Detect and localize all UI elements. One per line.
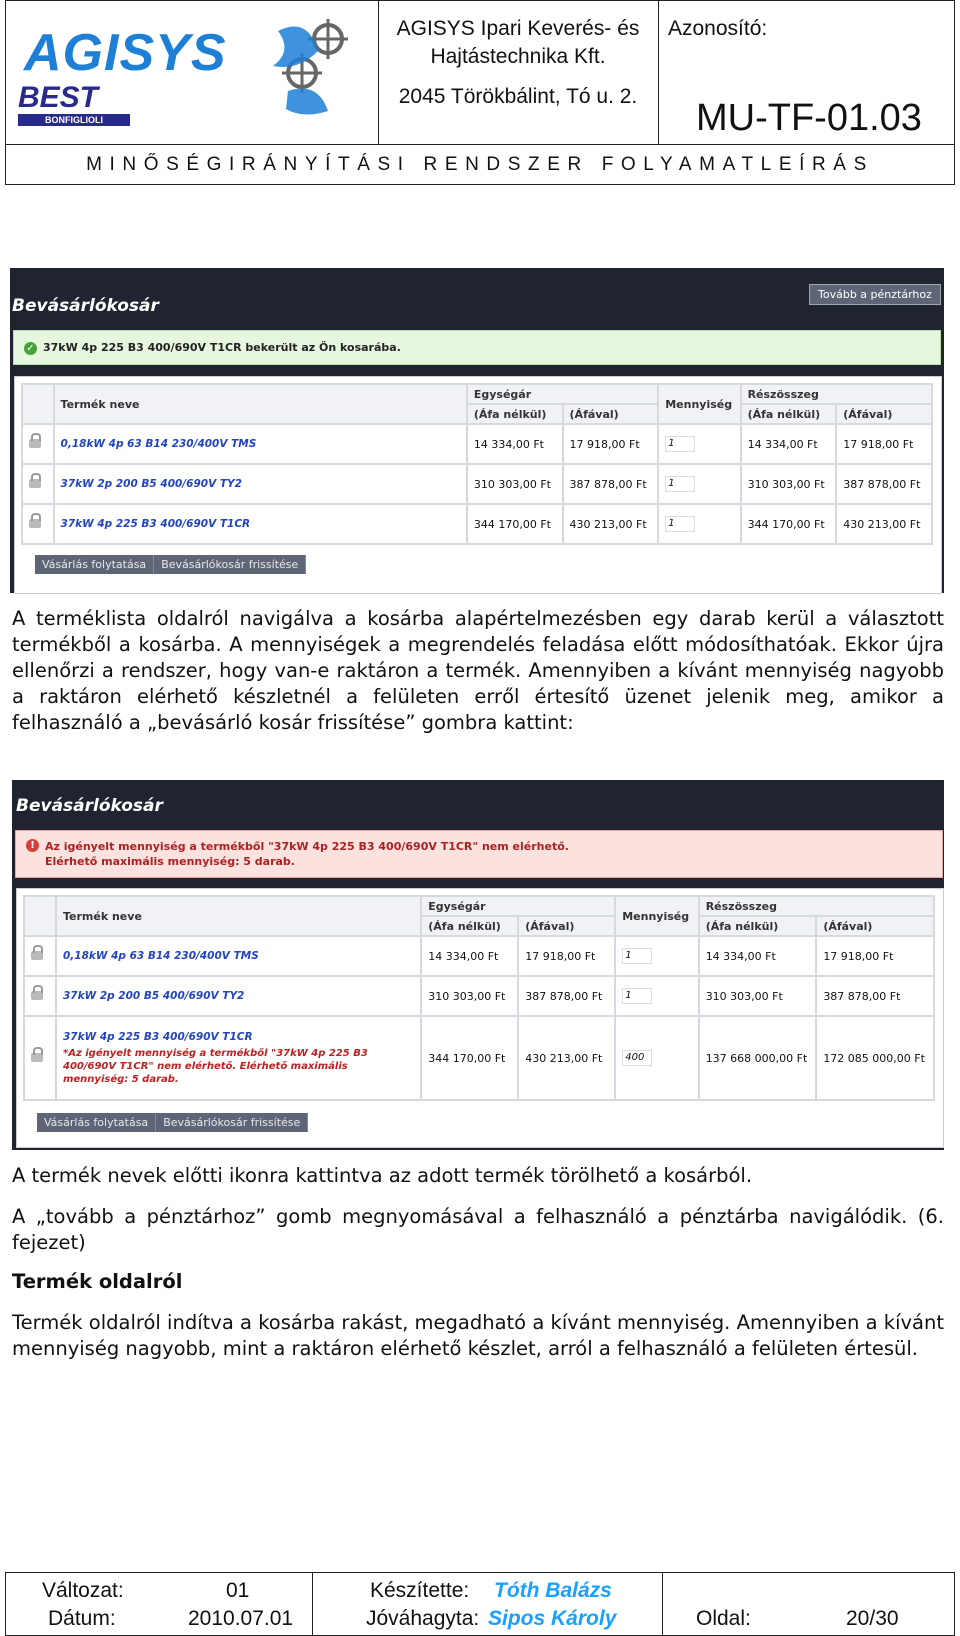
document-footer [5, 1572, 955, 1636]
unit-net-price: 344 170,00 Ft [467, 504, 563, 544]
company-name-1: AGISYS Ipari Keverés- és [396, 17, 640, 40]
paragraph-default-quantity: A terméklista oldalról navigálva a kosárba alapértelmezésben egy darab kerül a választott termékből a kosárba. A mennyiségek a megrendelés feladása előtt módosíthatóak. Ekkor újra ellenőrzi a rendszer, hogy van-e raktáron a termék. Amennyiben a kívánt mennyiség nagyobb a raktáron elérhető készletnél a felületen erről értesítő üzenet jelenik meg, amikor a felhasználó a „bevásárló kosár frissítése” gombra kattint: [12, 607, 944, 734]
col-unit-net: (Áfa nélkül) [421, 916, 518, 936]
quantity-input[interactable]: 1 [622, 988, 652, 1004]
delete-item-button[interactable] [22, 464, 54, 504]
error-line-2: Elérhető maximális mennyiség: 5 darab. [45, 855, 295, 868]
approver-label: Jóváhagyta: [366, 1607, 480, 1630]
unit-net-price: 14 334,00 Ft [421, 936, 518, 976]
quantity-input[interactable]: 1 [622, 948, 652, 964]
col-unit-gross: (Áfával) [563, 404, 659, 424]
lock-icon [29, 479, 41, 488]
unit-gross-price: 387 878,00 Ft [563, 464, 659, 504]
delete-item-button[interactable] [22, 424, 54, 464]
check-icon: ✓ [24, 342, 37, 355]
delete-item-button[interactable] [24, 1016, 56, 1100]
author-value: Tóth Balázs [494, 1579, 612, 1602]
subtotal-net: 310 303,00 Ft [699, 976, 817, 1016]
delete-item-button[interactable] [22, 504, 54, 544]
identifier-cell [658, 1, 954, 144]
subtotal-net: 137 668 000,00 Ft [699, 1016, 817, 1100]
product-cell [56, 1016, 421, 1100]
col-sub-gross: (Áfával) [836, 404, 932, 424]
delete-item-button[interactable] [24, 976, 56, 1016]
lock-icon [31, 951, 43, 960]
col-quantity: Mennyiség [658, 384, 740, 424]
col-unit-net: (Áfa nélkül) [467, 404, 563, 424]
col-product-name: Termék neve [56, 896, 421, 936]
cart-actions [35, 553, 306, 574]
page-number: 20/30 [846, 1607, 899, 1630]
company-name-2: Hajtástechnika Kft. [430, 45, 606, 68]
cart-panel [14, 376, 942, 594]
date-label: Dátum: [48, 1607, 116, 1630]
unit-gross-price: 430 213,00 Ft [563, 504, 659, 544]
lock-icon [29, 439, 41, 448]
delete-item-button[interactable] [24, 936, 56, 976]
product-name-link[interactable]: 37kW 4p 225 B3 400/690V T1CR [62, 1030, 253, 1043]
best-logo: BEST [18, 81, 99, 114]
lock-icon [31, 1053, 43, 1062]
product-name-link[interactable]: 37kW 4p 225 B3 400/690V T1CR [54, 504, 467, 544]
cart-panel [16, 888, 944, 1148]
logo-area [6, 1, 379, 144]
gear-icon [268, 11, 368, 121]
unit-net-price: 14 334,00 Ft [467, 424, 563, 464]
identifier-label: Azonosító: [668, 17, 768, 40]
quantity-input[interactable]: 1 [665, 436, 695, 452]
unit-gross-price: 17 918,00 Ft [563, 424, 659, 464]
stock-warning: *Az igényelt mennyiség a termékből "37kW 4p 225 B3 400/690V T1CR" nem elérhető. Elérhető maximális mennyiség: 5 darab. [62, 1047, 368, 1085]
continue-shopping-button[interactable]: Vásárlás folytatása [37, 1113, 156, 1132]
agisys-logo: AGISYS [24, 24, 227, 82]
subtotal-net: 310 303,00 Ft [741, 464, 837, 504]
table-row [24, 976, 934, 1016]
subtotal-net: 14 334,00 Ft [699, 936, 817, 976]
cart-table [23, 895, 935, 1101]
unit-net-price: 344 170,00 Ft [421, 1016, 518, 1100]
col-subtotal: Részösszeg [699, 896, 934, 916]
subtotal-gross: 172 085 000,00 Ft [816, 1016, 934, 1100]
product-name-link[interactable]: 37kW 2p 200 B5 400/690V TY2 [56, 976, 421, 1016]
company-info [378, 1, 659, 144]
table-row [22, 464, 932, 504]
col-product-name: Termék neve [54, 384, 467, 424]
error-message [15, 830, 943, 878]
lock-icon [31, 991, 43, 1000]
col-sub-net: (Áfa nélkül) [741, 404, 837, 424]
quantity-input[interactable]: 400 [622, 1050, 652, 1066]
col-subtotal: Részösszeg [741, 384, 932, 404]
identifier-value: MU-TF-01.03 [696, 97, 922, 139]
version-label: Változat: [42, 1579, 124, 1602]
cart-title: Bevásárlókosár [16, 796, 163, 816]
subtotal-gross: 387 878,00 Ft [816, 976, 934, 1016]
unit-net-price: 310 303,00 Ft [467, 464, 563, 504]
subtotal-gross: 17 918,00 Ft [836, 424, 932, 464]
table-row [22, 424, 932, 464]
quantity-input[interactable]: 1 [665, 516, 695, 532]
success-message [13, 330, 941, 365]
unit-gross-price: 387 878,00 Ft [518, 976, 615, 1016]
paragraph-checkout: A „tovább a pénztárhoz” gomb megnyomásával a felhasználó a pénztárba navigálódik. (6. fejezet) [12, 1205, 944, 1254]
subtotal-gross: 387 878,00 Ft [836, 464, 932, 504]
cart-screenshot-1 [10, 268, 944, 593]
col-unit-gross: (Áfával) [518, 916, 615, 936]
refresh-cart-button[interactable]: Bevásárlókosár frissítése [154, 555, 306, 574]
col-sub-gross: (Áfával) [816, 916, 934, 936]
table-row [24, 936, 934, 976]
unit-gross-price: 430 213,00 Ft [518, 1016, 615, 1100]
section-heading: Termék oldalról [12, 1270, 183, 1293]
unit-net-price: 310 303,00 Ft [421, 976, 518, 1016]
document-header [5, 0, 955, 185]
success-text: 37kW 4p 225 B3 400/690V T1CR bekerült az Ön kosarába. [43, 341, 401, 354]
paragraph-product-page: Termék oldalról indítva a kosárba rakást, megadható a kívánt mennyiség. Amennyiben a kívánt mennyiség nagyobb, mint a raktáron elérhető készlet, arról a felhasználó a felületen értesül. [12, 1311, 944, 1360]
bonfiglioli-logo: BONFIGLIOLI [18, 114, 130, 126]
col-unit-price: Egységár [467, 384, 658, 404]
lock-icon [29, 519, 41, 528]
subtotal-net: 14 334,00 Ft [741, 424, 837, 464]
cart-title: Bevásárlókosár [12, 296, 159, 316]
col-unit-price: Egységár [421, 896, 615, 916]
paragraph-delete-item: A termék nevek előtti ikonra kattintva az adott termék törölhető a kosárból. [12, 1164, 753, 1187]
quantity-input[interactable]: 1 [665, 476, 695, 492]
table-row [24, 1016, 934, 1100]
subtotal-gross: 430 213,00 Ft [836, 504, 932, 544]
document-title: MINŐSÉGIRÁNYÍTÁSI RENDSZER FOLYAMATLEÍRÁS [6, 144, 954, 185]
product-name-link[interactable]: 0,18kW 4p 63 B14 230/400V TMS [56, 936, 421, 976]
continue-shopping-button[interactable]: Vásárlás folytatása [35, 555, 154, 574]
refresh-cart-button[interactable]: Bevásárlókosár frissítése [156, 1113, 308, 1132]
date-value: 2010.07.01 [188, 1607, 294, 1630]
cart-table [21, 383, 933, 545]
subtotal-gross: 17 918,00 Ft [816, 936, 934, 976]
table-row [22, 504, 932, 544]
version-value: 01 [226, 1579, 250, 1602]
cart-screenshot-2 [12, 780, 944, 1150]
warning-icon: ! [26, 839, 39, 852]
page-label: Oldal: [696, 1607, 751, 1630]
error-line-1: Az igényelt mennyiség a termékből "37kW 4p 225 B3 400/690V T1CR" nem elérhető. [45, 840, 569, 853]
subtotal-net: 344 170,00 Ft [741, 504, 837, 544]
company-address: 2045 Törökbálint, Tó u. 2. [398, 85, 638, 108]
cart-actions [37, 1111, 308, 1132]
unit-gross-price: 17 918,00 Ft [518, 936, 615, 976]
approver-value: Sipos Károly [488, 1607, 617, 1630]
product-name-link[interactable]: 37kW 2p 200 B5 400/690V TY2 [54, 464, 467, 504]
author-label: Készítette: [370, 1579, 470, 1602]
col-quantity: Mennyiség [615, 896, 698, 936]
col-sub-net: (Áfa nélkül) [699, 916, 817, 936]
product-name-link[interactable]: 0,18kW 4p 63 B14 230/400V TMS [54, 424, 467, 464]
checkout-button[interactable]: Tovább a pénztárhoz [809, 284, 941, 305]
